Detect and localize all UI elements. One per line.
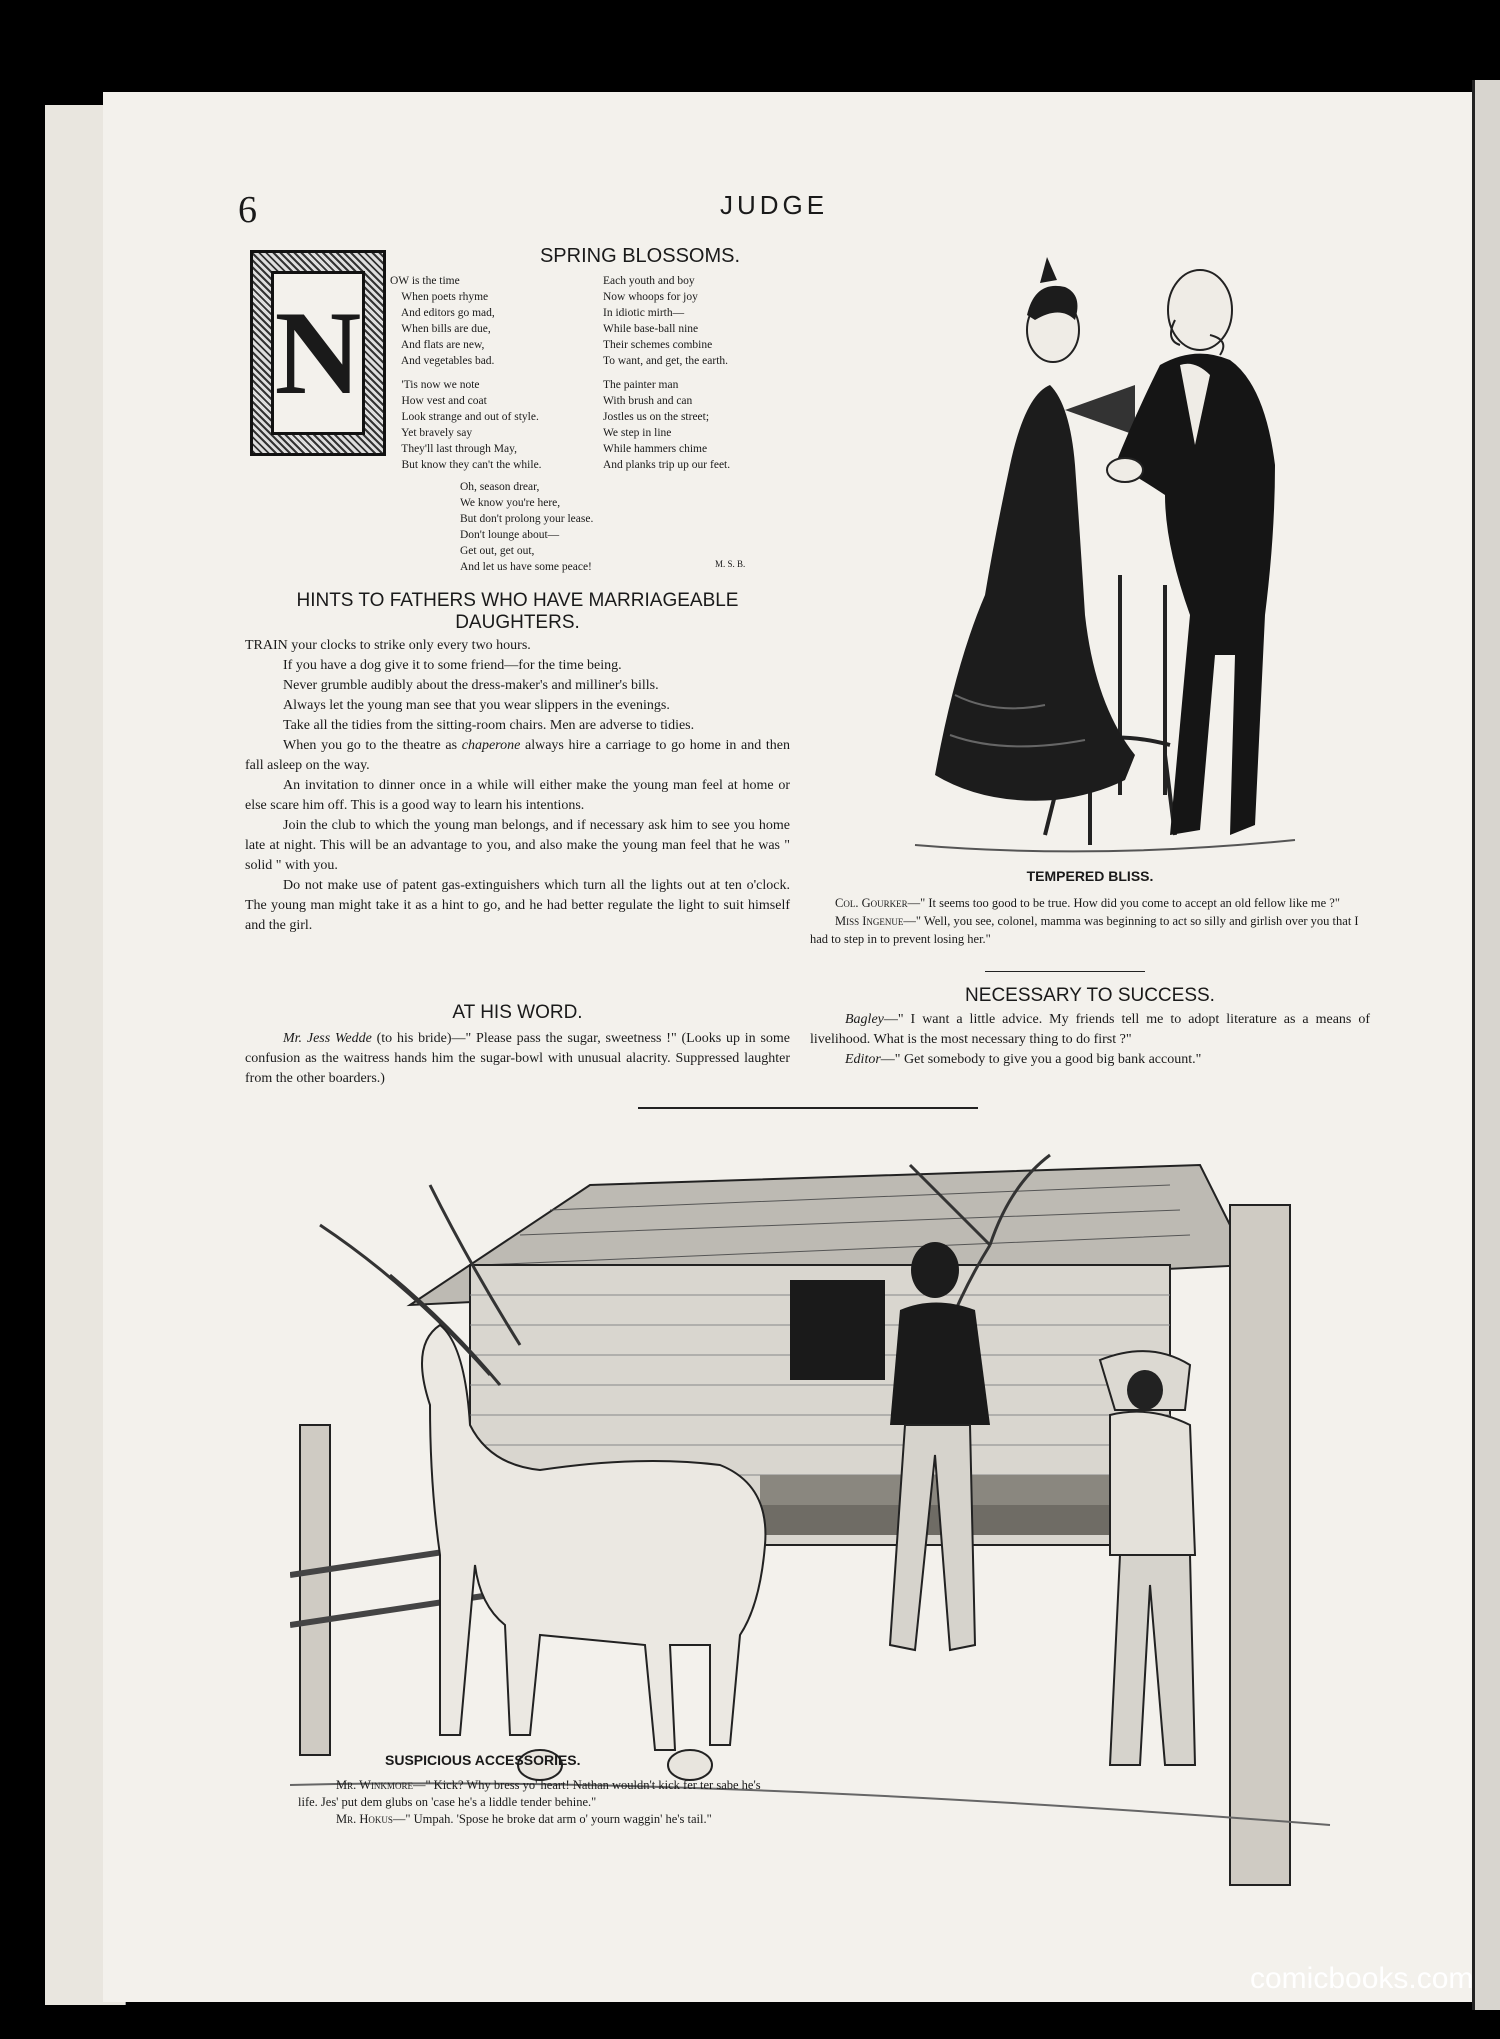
site-watermark: comicbooks.com bbox=[1250, 1962, 1474, 1995]
hints-paragraph: An invitation to dinner once in a while will either make the young man feel at home or else scare him off. This is a good way to learn his intentions. bbox=[245, 778, 790, 813]
hints-paragraph: Join the club to which the young man belongs, and if necessary ask him to see you home late at night. This will be an advantage to you, and also make the young man feel that he was " solid " with you. bbox=[245, 818, 790, 873]
divider-rule bbox=[638, 1107, 978, 1109]
next-page-edge bbox=[1472, 80, 1500, 2010]
ornamental-dropcap bbox=[250, 250, 386, 456]
poem-stanza-3: Oh, season drear, We know you're here, But don't prolong your lease. Don't lounge about— Get out, get out, And let us have some peace! bbox=[460, 481, 594, 573]
poem-stanza-1-right: Each youth and boy Now whoops for joy In idiotic mirth— While base-ball nine Their schemes combine To want, and get, the earth. bbox=[603, 275, 729, 367]
page-number: 6 bbox=[238, 189, 257, 231]
hints-paragraph: Take all the tidies from the sitting-room chairs. Men are adverse to tidies. bbox=[283, 718, 695, 733]
hints-paragraph: Always let the young man see that you wear slippers in the evenings. bbox=[283, 698, 670, 713]
poem-stanza-1-left: OW is the time When poets rhyme And editors go mad, When bills are due, And flats are new, And vegetables bad. bbox=[390, 275, 495, 367]
poem-signature: M. S. B. bbox=[715, 559, 746, 569]
tempered-bliss-dialogue: Col. Gourker—" It seems too good to be true. How did you come to accept an old fellow like me ?" Miss Ingenue—" Well, you see, colonel, mamma was beginning to act so silly and girlish over you that I had to step in to prevent losing her." bbox=[810, 896, 1359, 946]
poem-stanza-2-right: The painter man With brush and can Jostles us on the street; We step in line While hammers chime And planks trip up our feet. bbox=[603, 379, 731, 471]
hints-paragraph: Do not make use of patent gas-extinguishers which turn all the lights out at ten o'clock. The young man might take it as a hint to go, and he had better regulate the light to suit himself and the girl. bbox=[245, 878, 790, 933]
suspicious-accessories-dialogue: Mr. Winkmore—" Kick? Why bress yo' heart! Nathan wouldn't kick fer ter sabe he's life. Jes' put dem glubs on 'case he's a liddle tender behine." Mr. Hokus—" Umpah. 'Spose he broke dat arm o' yourn waggin' he's tail." bbox=[298, 1778, 761, 1826]
hints-title: HINTS TO FATHERS WHO HAVE MARRIAGEABLE DAUGHTERS. bbox=[296, 590, 739, 633]
speaker-name: Mr. Jess Wedde bbox=[283, 1031, 372, 1046]
suspicious-accessories-caption: SUSPICIOUS ACCESSORIES. bbox=[385, 1752, 581, 1768]
hints-paragraph: When you go to the theatre as chaperone always hire a carriage to go home in and then fall asleep on the way. bbox=[245, 738, 790, 773]
tempered-bliss-caption: TEMPERED BLISS. bbox=[1026, 868, 1154, 884]
necessary-to-success-text: Bagley—" I want a little advice. My friends tell me to adopt literature as a means of livelihood. What is the most necessary thing to do first ?" Editor—" Get somebody to give you a good big bank account." bbox=[810, 1012, 1370, 1067]
dropcap-letter: N bbox=[271, 271, 365, 435]
poem-stanza-2-left: 'Tis now we note How vest and coat Look strange and out of style. Yet bravely say They'll last through May, But know they can't the while. bbox=[401, 379, 542, 471]
hints-article bbox=[245, 636, 790, 936]
masthead: JUDGE bbox=[720, 190, 829, 220]
tempered-bliss-illustration bbox=[835, 235, 1355, 860]
hints-paragraph: If you have a dog give it to some friend—for the time being. bbox=[283, 658, 622, 673]
spring-blossoms-title: SPRING BLOSSOMS. bbox=[539, 245, 741, 267]
at-his-word-title: AT HIS WORD. bbox=[452, 1002, 583, 1023]
at-his-word-text: Mr. Jess Wedde (to his bride)—" Please pass the sugar, sweetness !" (Looks up in some confusion as the waitress hands him the sugar-bowl with unusual alacrity. Suppressed laughter from the other boarders.) bbox=[245, 1031, 790, 1086]
divider-rule bbox=[985, 971, 1145, 972]
hints-paragraph: Never grumble audibly about the dress-maker's and milliner's bills. bbox=[283, 678, 659, 693]
necessary-to-success-title: NECESSARY TO SUCCESS. bbox=[965, 985, 1215, 1006]
hints-paragraph: TRAIN your clocks to strike only every two hours. bbox=[245, 638, 531, 653]
